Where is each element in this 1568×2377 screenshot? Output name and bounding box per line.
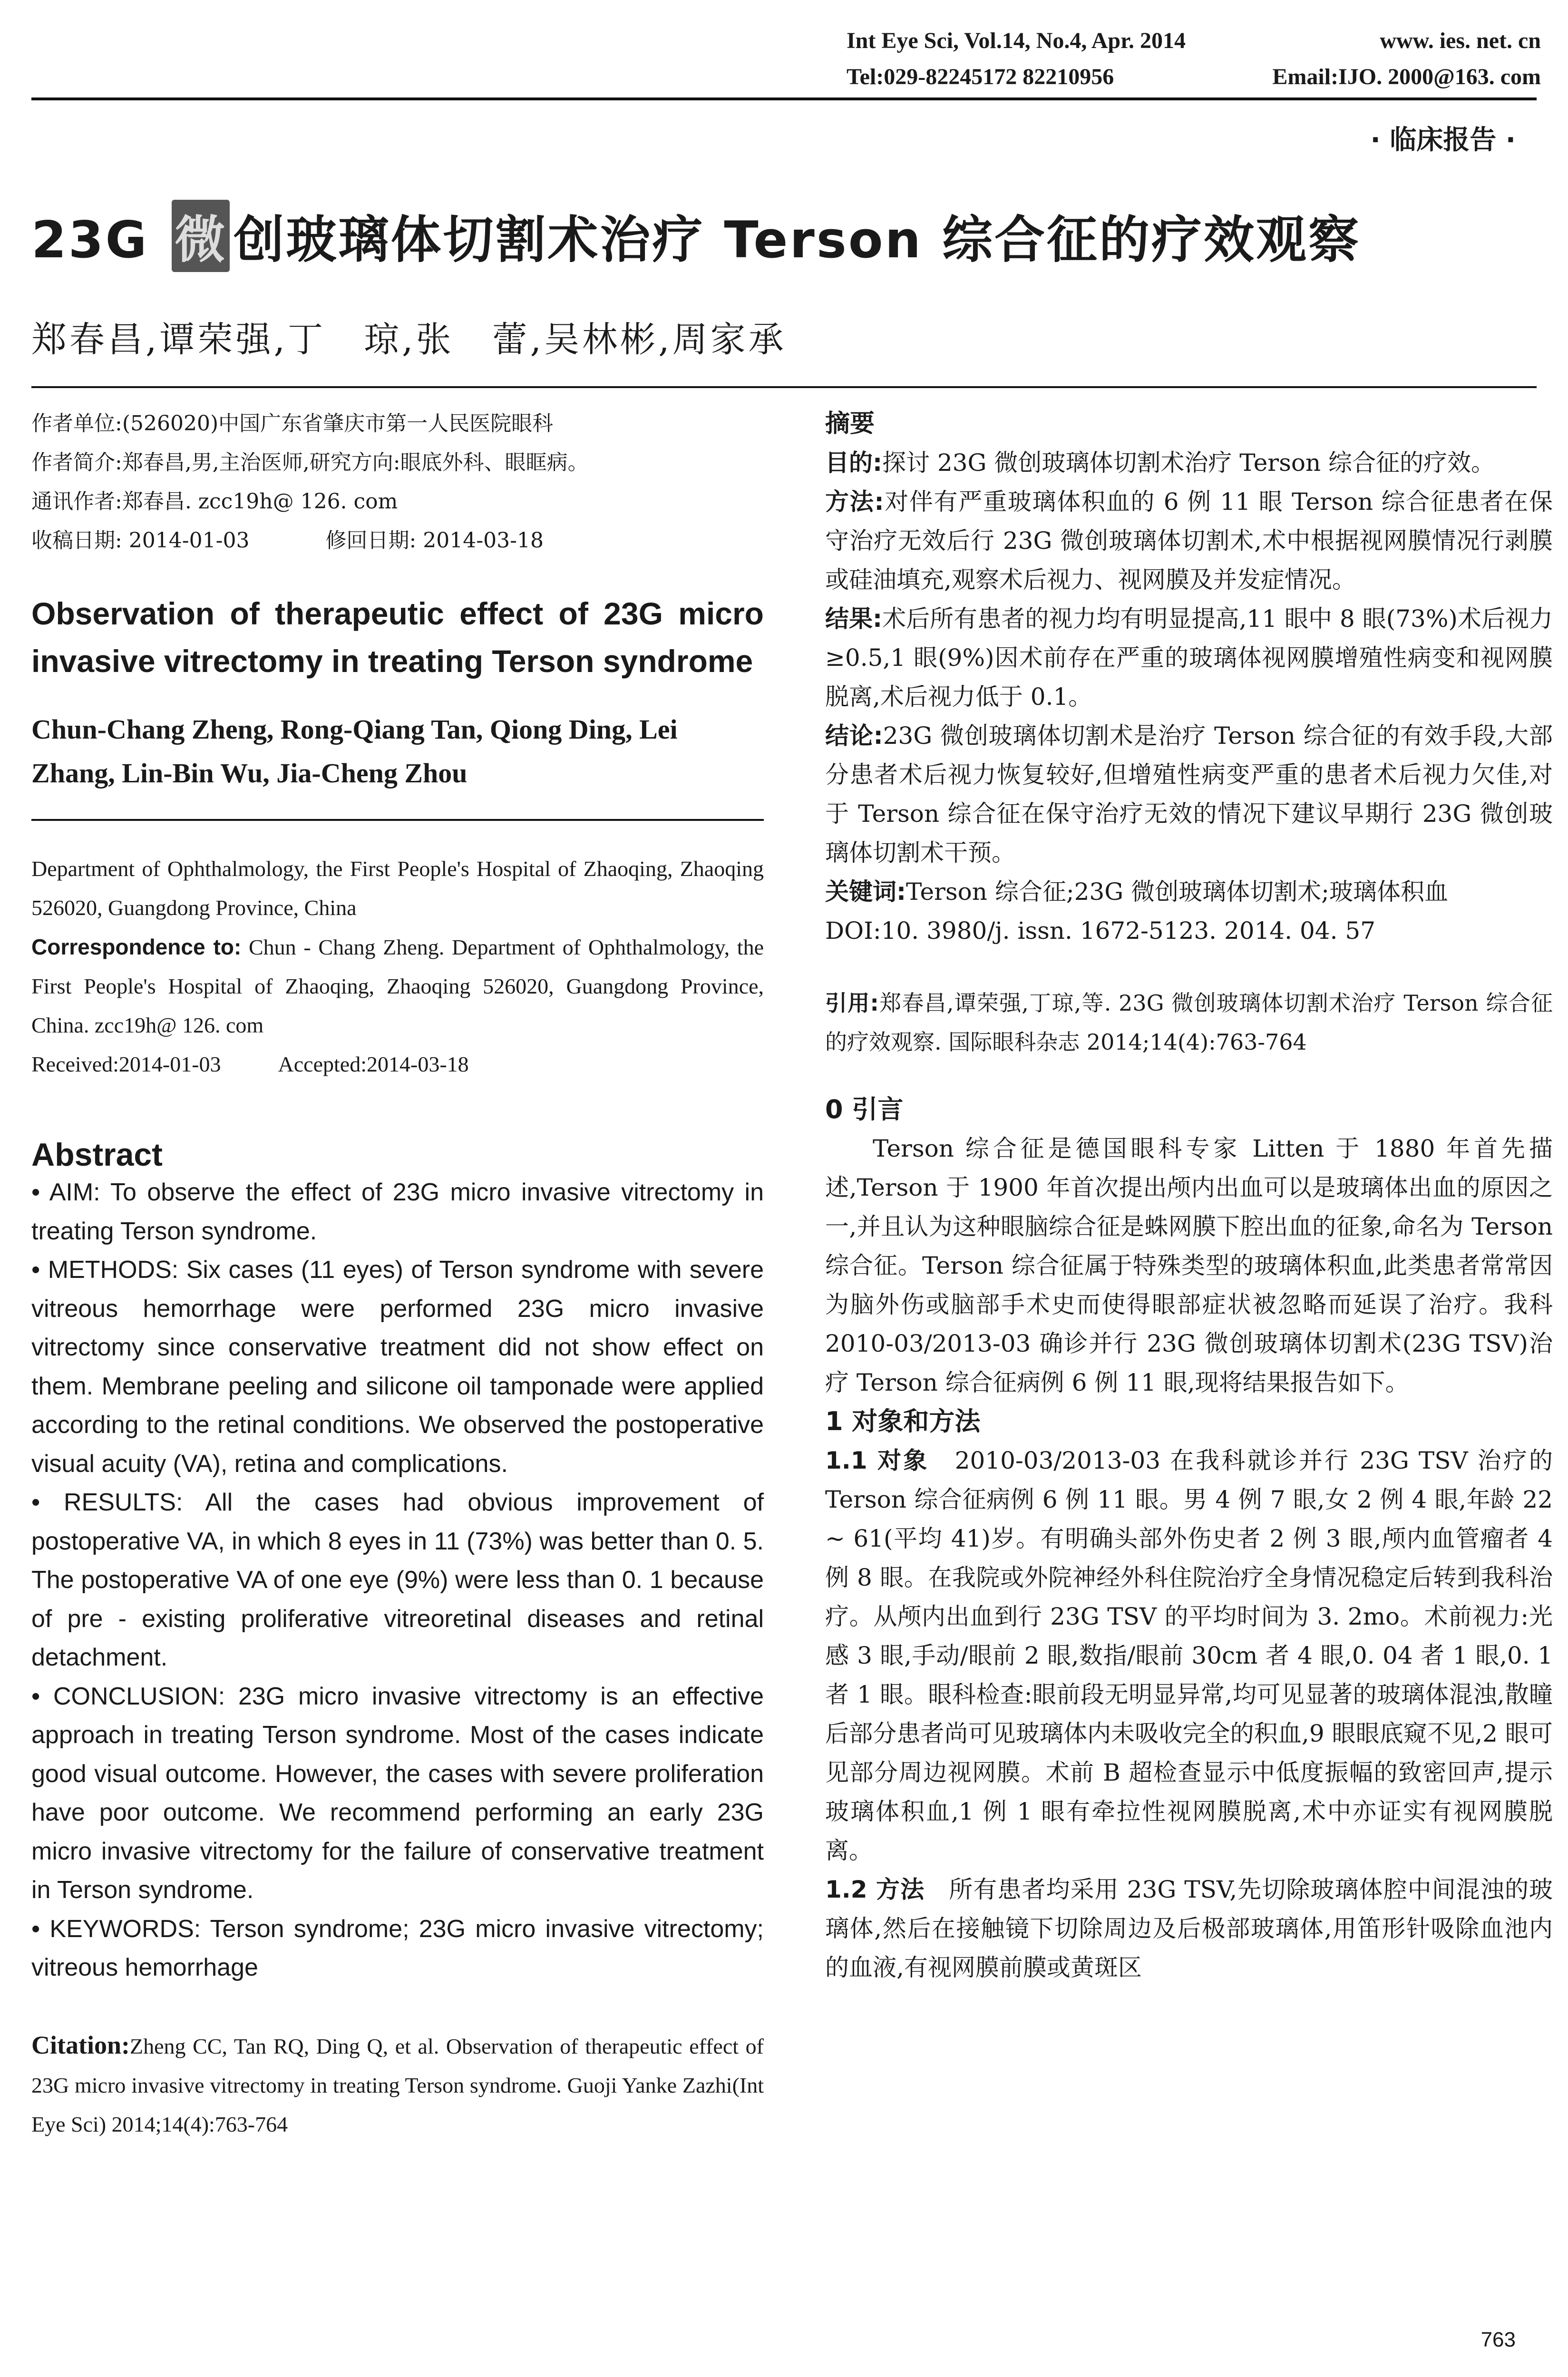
intro-paragraph: Terson 综合征是德国眼科专家 Litten 于 1880 年首先描述,Terson 于 1900 年首次提出颅内出血可以是玻璃体出血的原因之一,并且认为这种眼脑综合征是蛛网膜下腔出血的征象,命名为 Terson 综合征。Terson 综合征属于特殊类型的玻璃体积血,此类患者常常因为脑外伤或脑部手术史而使得眼部症状被忽略而延误了治疗。我科 2010-03/2013-03 确诊并行 23G 微创玻璃体切割术(23G TSV)治疗 Terson 综合征病例 6 例 11 眼,现将结果报告如下。	[825, 1135, 1553, 1396]
meta-cn	[31, 404, 764, 560]
abstract-heading-en: Abstract	[31, 1137, 163, 1173]
page-number: 763	[1480, 2328, 1516, 2351]
subjects-text: 2010-03/2013-03 在我科就诊并行 23G TSV 治疗的 Terson 综合征病例 6 例 11 眼。男 4 例 7 眼,女 2 例 4 眼,年龄 22 ~ 61(平均 41)岁。有明确头部外伤史者 2 例 3 眼,颅内血管瘤者 4 例 8 眼。在我院或外院神经外科住院治疗全身情况稳定后转到我科治疗。从颅内出血到行 23G TSV 的平均时间为 3. 2mo。术前视力:光感 3 眼,手动/眼前 2 眼,数指/眼前 30cm 者 4 眼,0. 04 者 1 眼,0. 1 者 1 眼。眼科检查:眼前段无明显异常,均可见显著的玻璃体混浊,散瞳后部分患者尚可见玻璃体内未吸收完全的积血,9 眼眼底窥不见,2 眼可见部分周边视网膜。术前 B 超检查显示中低度振幅的致密回声,提示玻璃体积血,1 例 1 眼有牵拉性视网膜脱离,术中亦证实有视网膜脱离。	[825, 1447, 1553, 1864]
methods-heading: 1 对象和方法	[825, 1406, 981, 1436]
aim-label-cn: 目的:	[825, 449, 882, 477]
accepted-en: Accepted:2014-03-18	[278, 1052, 469, 1076]
citation-cn-label: 引用:	[825, 990, 879, 1016]
citation-cn-text: 郑春昌,谭荣强,丁琼,等. 23G 微创玻璃体切割术治疗 Terson 综合征的疗效观察. 国际眼科杂志 2014;14(4):763-764	[825, 990, 1553, 1055]
journal-website[interactable]: www. ies. net. cn	[1380, 28, 1541, 53]
header-rule	[31, 97, 1537, 100]
abstract-results-en: • RESULTS: All the cases had obvious improvement of postoperative VA, in which 8 eyes in 11 (73%) was better than 0. 5. The postoperative VA of one eye (9%) were less than 0. 1 because of pre - existing proliferative vitreoretinal diseases and retinal detachment.	[31, 1489, 764, 1671]
abstract-keywords-cn	[825, 872, 1553, 911]
subjects-label: 1.1 对象	[825, 1447, 929, 1474]
keywords-label-cn: 关键词:	[825, 878, 906, 906]
meta-unit: 作者单位:(526020)中国广东省肇庆市第一人民医院眼科	[31, 411, 554, 436]
correspondence-label: Correspondence to:	[31, 935, 242, 959]
intro-heading: 0 引言	[825, 1094, 904, 1124]
meta-received: 收稿日期: 2014-01-03	[31, 528, 250, 553]
results-text-cn: 术后所有患者的视力均有明显提高,11 眼中 8 眼(73%)术后视力≥0.5,1 眼(9%)因术前存在严重的玻璃体视网膜增殖性病变和视网膜脱离,术后视力低于 0.1。	[825, 605, 1553, 711]
abstract-results-cn	[825, 599, 1553, 716]
title-en: Observation of therapeutic effect of 23G micro invasive vitrectomy in treating Terson syndrome	[31, 596, 764, 679]
correspondence-text: Chun - Chang Zheng. Department of Ophthalmology, the First People's Hospital of Zhaoqing, Zhaoqing 526020, Guangdong Province, China. zcc19h@ 126. com	[31, 935, 764, 1037]
authors-cn: 郑春昌,谭荣强,丁 琼,张 蕾,吴林彬,周家承	[31, 319, 787, 360]
abstract-conclusion-cn	[825, 716, 1553, 872]
subjects-paragraph	[825, 1441, 1553, 1870]
journal-header	[847, 23, 1541, 95]
abstract-conclusion-en: • CONCLUSION: 23G micro invasive vitrectomy is an effective approach in treating Terson syndrome. Most of the cases indicate good visual outcome. However, the cases with severe proliferation have poor outcome. We recommend performing an early 23G micro invasive vitrectomy for the failure of conservative treatment in Terson syndrome.	[31, 1682, 764, 1904]
title-cn	[31, 200, 1361, 272]
meta-correspondence: 通讯作者:郑春昌. zcc19h@ 126. com	[31, 489, 398, 514]
abstract-keywords-en: • KEYWORDS: Terson syndrome; 23G micro invasive vitrectomy; vitreous hemorrhage	[31, 1915, 764, 1981]
citation-en	[31, 2026, 764, 2144]
department-en: Department of Ophthalmology, the First People's Hospital of Zhaoqing, Zhaoqing 526020, Guangdong Province, China	[31, 857, 764, 920]
affiliation-en	[31, 849, 764, 1084]
journal-tel: Tel:029-82245172 82210956	[847, 64, 1114, 89]
dates-en	[31, 1045, 764, 1084]
abstract-aim-en: • AIM: To observe the effect of 23G micro invasive vitrectomy in treating Terson syndrome.	[31, 1179, 764, 1245]
abstract-heading-cn: 摘要	[825, 409, 875, 438]
doi[interactable]: DOI:10. 3980/j. issn. 1672-5123. 2014. 04. 57	[825, 917, 1376, 945]
keywords-text-cn: Terson 综合征;23G 微创玻璃体切割术;玻璃体积血	[906, 878, 1448, 906]
meta-bio: 作者简介:郑春昌,男,主治医师,研究方向:眼底外科、眼眶病。	[31, 450, 589, 475]
journal-email[interactable]: Email:IJO. 2000@163. com	[1272, 64, 1541, 89]
abstract-methods-cn	[825, 482, 1553, 599]
title-cn-prefix: 23G	[31, 211, 168, 269]
left-column	[31, 404, 764, 2144]
citation-en-text: Zheng CC, Tan RQ, Ding Q, et al. Observation of therapeutic effect of 23G micro invasive vitrectomy in treating Terson syndrome. Guoji Yanke Zazhi(Int Eye Sci) 2014;14(4):763-764	[31, 2034, 764, 2136]
conclusion-label-cn: 结论:	[825, 722, 883, 750]
abstract-methods-en: • METHODS: Six cases (11 eyes) of Terson syndrome with severe vitreous hemorrhage were performed 23G micro invasive vitrectomy since conservative treatment did not show effect on them. Membrane peeling and silicone oil tamponade were applied according to the retinal conditions. We observed the postoperative visual acuity (VA), retina and complications.	[31, 1256, 764, 1478]
results-label-cn: 结果:	[825, 605, 883, 633]
citation-cn	[825, 984, 1553, 1062]
method-paragraph	[825, 1870, 1553, 1987]
correspondence-en	[31, 927, 764, 1045]
method-text: 所有患者均采用 23G TSV,先切除玻璃体腔中间混浊的玻璃体,然后在接触镜下切除周边及后极部玻璃体,用笛形针吸除血池内的血液,有视网膜前膜或黄斑区	[825, 1876, 1553, 1981]
title-rule	[31, 386, 1537, 388]
methods-text-cn: 对伴有严重玻璃体积血的 6 例 11 眼 Terson 综合征患者在保守治疗无效后行 23G 微创玻璃体切割术,术中根据视网膜情况行剥膜或硅油填充,观察术后视力、视网膜及并发症情况。	[825, 488, 1553, 594]
section-tag: · 临床报告 ·	[1370, 125, 1516, 156]
meta-dates	[31, 521, 764, 560]
meta-revised: 修回日期: 2014-03-18	[325, 528, 544, 553]
method-label: 1.2 方法	[825, 1876, 925, 1903]
journal-citation-line: Int Eye Sci, Vol.14, No.4, Apr. 2014	[847, 28, 1186, 53]
received-en: Received:2014-01-03	[31, 1052, 221, 1076]
abstract-aim-cn	[825, 443, 1553, 482]
right-column	[825, 404, 1553, 1987]
title-logo-char: 微	[172, 200, 230, 272]
title-cn-suffix: 创玻璃体切割术治疗 Terson 综合征的疗效观察	[234, 211, 1361, 269]
aim-text-cn: 探讨 23G 微创玻璃体切割术治疗 Terson 综合征的疗效。	[882, 449, 1495, 477]
conclusion-text-cn: 23G 微创玻璃体切割术是治疗 Terson 综合征的有效手段,大部分患者术后视力恢复较好,但增殖性病变严重的患者术后视力欠佳,对于 Terson 综合征在保守治疗无效的情况下建议早期行 23G 微创玻璃体切割术干预。	[825, 722, 1553, 867]
authors-en: Chun-Chang Zheng, Rong-Qiang Tan, Qiong Ding, Lei Zhang, Lin-Bin Wu, Jia-Cheng Zhou	[31, 708, 764, 821]
citation-en-label: Citation:	[31, 2030, 130, 2059]
methods-label-cn: 方法:	[825, 488, 884, 516]
